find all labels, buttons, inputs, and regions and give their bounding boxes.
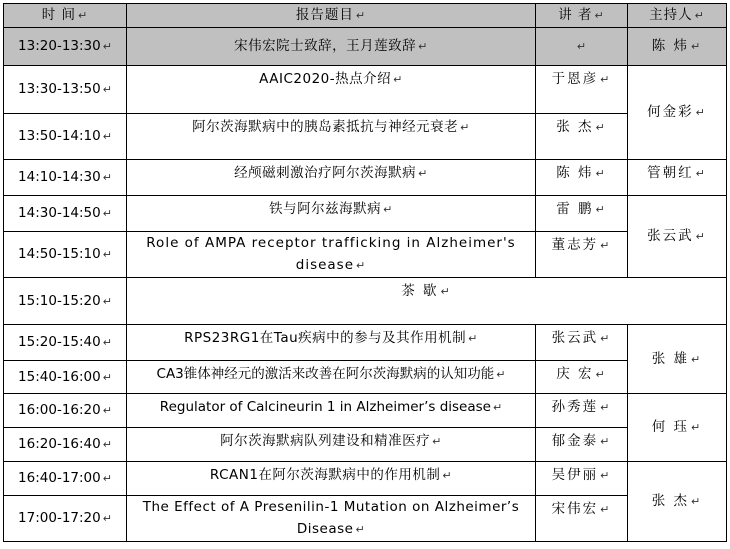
header-speaker: 讲 者 ↵	[536, 4, 628, 28]
table-row	[4, 394, 727, 428]
speaker-cell: 于恩彦 ↵	[536, 66, 628, 114]
host-cell: 何金彩 ↵	[628, 66, 727, 160]
time-cell: 14:30-14:50 ↵	[4, 196, 127, 232]
schedule-table	[3, 3, 727, 542]
table-row	[4, 496, 727, 542]
header-time: 时 间 ↵	[4, 4, 127, 28]
topic-cell: 茶 歇 ↵	[127, 278, 727, 325]
time-cell: 15:40-16:00 ↵	[4, 361, 127, 394]
header-topic: 报告题目 ↵	[127, 4, 536, 28]
table-row	[4, 361, 727, 394]
time-cell: 13:20-13:30 ↵	[4, 28, 127, 66]
topic-cell: 阿尔茨海默病队列建设和精准医疗 ↵	[127, 428, 536, 462]
speaker-cell: 吴伊丽 ↵	[536, 462, 628, 496]
time-cell: 16:40-17:00 ↵	[4, 462, 127, 496]
time-cell: 15:10-15:20 ↵	[4, 278, 127, 325]
host-cell: 张云武 ↵	[628, 196, 727, 278]
topic-cell: The Effect of A Presenilin-1 Mutation on Alzheimer’s Disease ↵	[127, 496, 536, 542]
time-cell: 16:00-16:20 ↵	[4, 394, 127, 428]
table-row	[4, 196, 727, 232]
speaker-cell: 董志芳 ↵	[536, 232, 628, 278]
topic-cell: 宋伟宏院士致辞，王月莲致辞 ↵	[127, 28, 536, 66]
speaker-cell: 孙秀莲 ↵	[536, 394, 628, 428]
time-cell: 13:30-13:50 ↵	[4, 66, 127, 114]
time-cell: 16:20-16:40 ↵	[4, 428, 127, 462]
host-cell: 何 珏 ↵	[628, 394, 727, 462]
topic-cell: RPS23RG1在Tau疾病中的参与及其作用机制 ↵	[127, 325, 536, 361]
speaker-cell: 宋伟宏 ↵	[536, 496, 628, 542]
table-row	[4, 428, 727, 462]
speaker-cell: 庆 宏 ↵	[536, 361, 628, 394]
topic-cell: Role of AMPA receptor trafficking in Alzheimer's disease ↵	[127, 232, 536, 278]
topic-cell: 铁与阿尔兹海默病 ↵	[127, 196, 536, 232]
header-row	[4, 4, 727, 28]
speaker-cell: 张云武 ↵	[536, 325, 628, 361]
table-row	[4, 462, 727, 496]
topic-cell: 阿尔茨海默病中的胰岛素抵抗与神经元衰老 ↵	[127, 114, 536, 160]
topic-cell: CA3锥体神经元的激活来改善在阿尔茨海默病的认知功能 ↵	[127, 361, 536, 394]
time-cell: 13:50-14:10 ↵	[4, 114, 127, 160]
topic-cell: RCAN1在阿尔茨海默病中的作用机制 ↵	[127, 462, 536, 496]
speaker-cell: ↵	[536, 28, 628, 66]
header-host: 主持人 ↵	[628, 4, 727, 28]
table-row	[4, 114, 727, 160]
host-cell: 张 杰 ↵	[628, 462, 727, 542]
speaker-cell: 雷 鹏 ↵	[536, 196, 628, 232]
table-row	[4, 325, 727, 361]
speaker-cell: 陈 炜 ↵	[536, 160, 628, 196]
topic-cell: Regulator of Calcineurin 1 in Alzheimer’s disease ↵	[127, 394, 536, 428]
table-row	[4, 28, 727, 66]
time-cell: 14:50-15:10 ↵	[4, 232, 127, 278]
speaker-cell: 张 杰 ↵	[536, 114, 628, 160]
topic-cell: AAIC2020-热点介绍 ↵	[127, 66, 536, 114]
time-cell: 15:20-15:40 ↵	[4, 325, 127, 361]
time-cell: 14:10-14:30 ↵	[4, 160, 127, 196]
table-row	[4, 232, 727, 278]
speaker-cell: 郁金泰 ↵	[536, 428, 628, 462]
host-cell: 陈 炜 ↵	[628, 28, 727, 66]
host-cell: 管朝红 ↵	[628, 160, 727, 196]
time-cell: 17:00-17:20 ↵	[4, 496, 127, 542]
table-row	[4, 160, 727, 196]
topic-cell: 经颅磁刺激治疗阿尔茨海默病 ↵	[127, 160, 536, 196]
host-cell: 张 雄 ↵	[628, 325, 727, 394]
table-row	[4, 278, 727, 325]
table-row	[4, 66, 727, 114]
